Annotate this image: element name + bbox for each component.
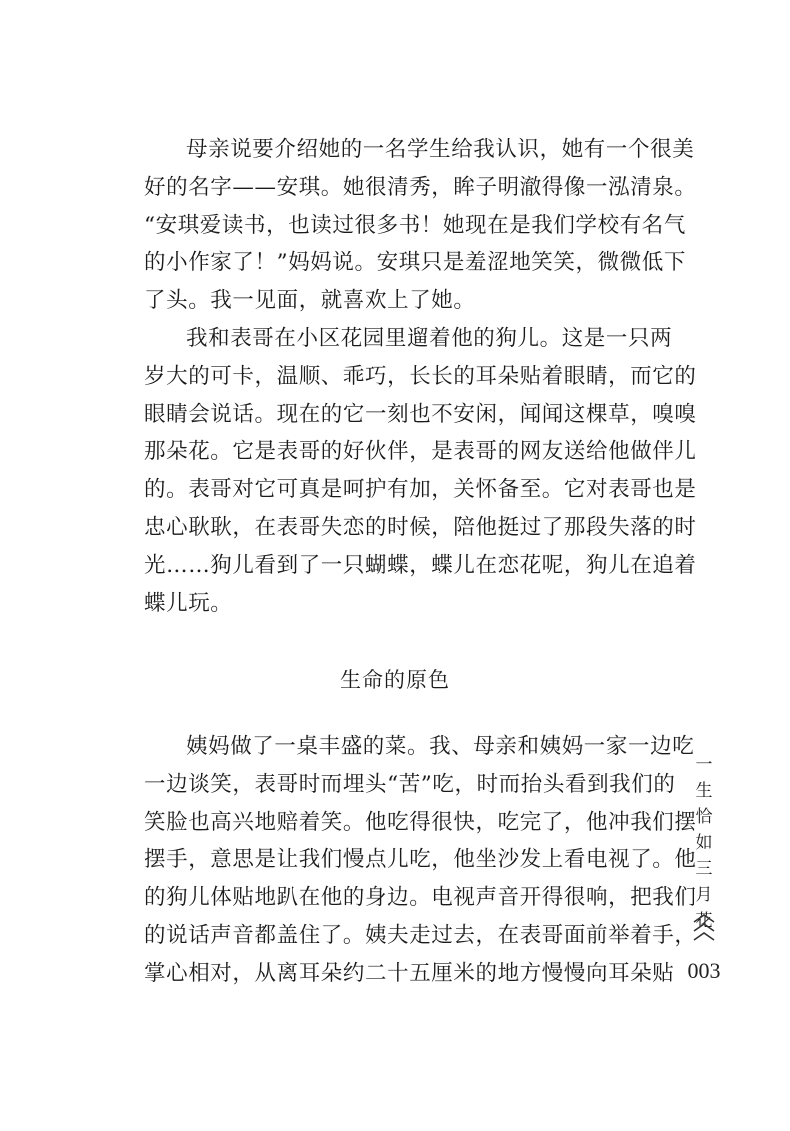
- book-title-char: 生: [695, 781, 713, 801]
- text-line: 一边谈笑，表哥时而埋头“苦”吃，时而抬头看到我们的: [144, 772, 676, 797]
- section-title: 生命的原色: [340, 668, 450, 692]
- book-title-char: 三: [695, 859, 713, 879]
- text-line: 了头。我一见面，就喜欢上了她。: [144, 288, 476, 313]
- text-line: 的说话声音都盖住了。姨夫走过去，在表哥面前举着手，: [144, 923, 697, 948]
- text-line: 好的名字——安琪。她很清秀，眸子明澈得像一泓清泉。: [144, 175, 697, 200]
- book-title-char: 一: [695, 755, 713, 775]
- book-title-char: 月: [695, 885, 713, 905]
- text-line: 蝶儿玩。: [144, 591, 233, 616]
- book-title-char: 如: [695, 833, 713, 853]
- text-line: 摆手，意思是让我们慢点儿吃，他坐沙发上看电视了。他: [144, 847, 697, 872]
- text-line: “安琪爱读书，也读过很多书！她现在是我们学校有名气: [144, 213, 686, 238]
- text-line: 姨妈做了一桌丰盛的菜。我、母亲和姨妈一家一边吃: [186, 734, 695, 759]
- text-line: 的小作家了！”妈妈说。安琪只是羞涩地笑笑，微微低下: [144, 250, 686, 275]
- text-line: 的。表哥对它可真是呵护有加，关怀备至。它对表哥也是: [144, 477, 697, 502]
- text-line: 忠心耿耿，在表哥失恋的时候，陪他挺过了那段失落的时: [144, 515, 697, 540]
- text-line: 的狗儿体贴地趴在他的身边。电视声音开得很响，把我们: [144, 885, 697, 910]
- text-line: 眼睛会说话。现在的它一刻也不安闲，闻闻这棵草，嗅嗅: [144, 402, 697, 427]
- text-line: 那朵花。它是表哥的好伙伴，是表哥的网友送给他做伴儿: [144, 439, 697, 464]
- text-line: 掌心相对，从离耳朵约二十五厘米的地方慢慢向耳朵贴: [144, 961, 675, 986]
- text-line: 母亲说要介绍她的一名学生给我认识，她有一个很美: [186, 137, 695, 162]
- triple-chevron-up-icon: [691, 912, 717, 946]
- running-book-title: [690, 752, 718, 934]
- text-line: 光……狗儿看到了一只蝴蝶，蝶儿在恋花呢，狗儿在追着: [144, 553, 697, 578]
- text-line: 岁大的可卡，温顺、乖巧，长长的耳朵贴着眼睛，而它的: [144, 364, 697, 389]
- page-number: 003: [687, 958, 721, 983]
- text-line: 笑脸也高兴地赔着笑。他吃得很快，吃完了，他冲我们摆: [144, 810, 697, 835]
- book-title-char: 花: [695, 911, 713, 931]
- text-line: 我和表哥在小区花园里遛着他的狗儿。这是一只两: [186, 326, 673, 351]
- book-title-char: 恰: [695, 807, 713, 827]
